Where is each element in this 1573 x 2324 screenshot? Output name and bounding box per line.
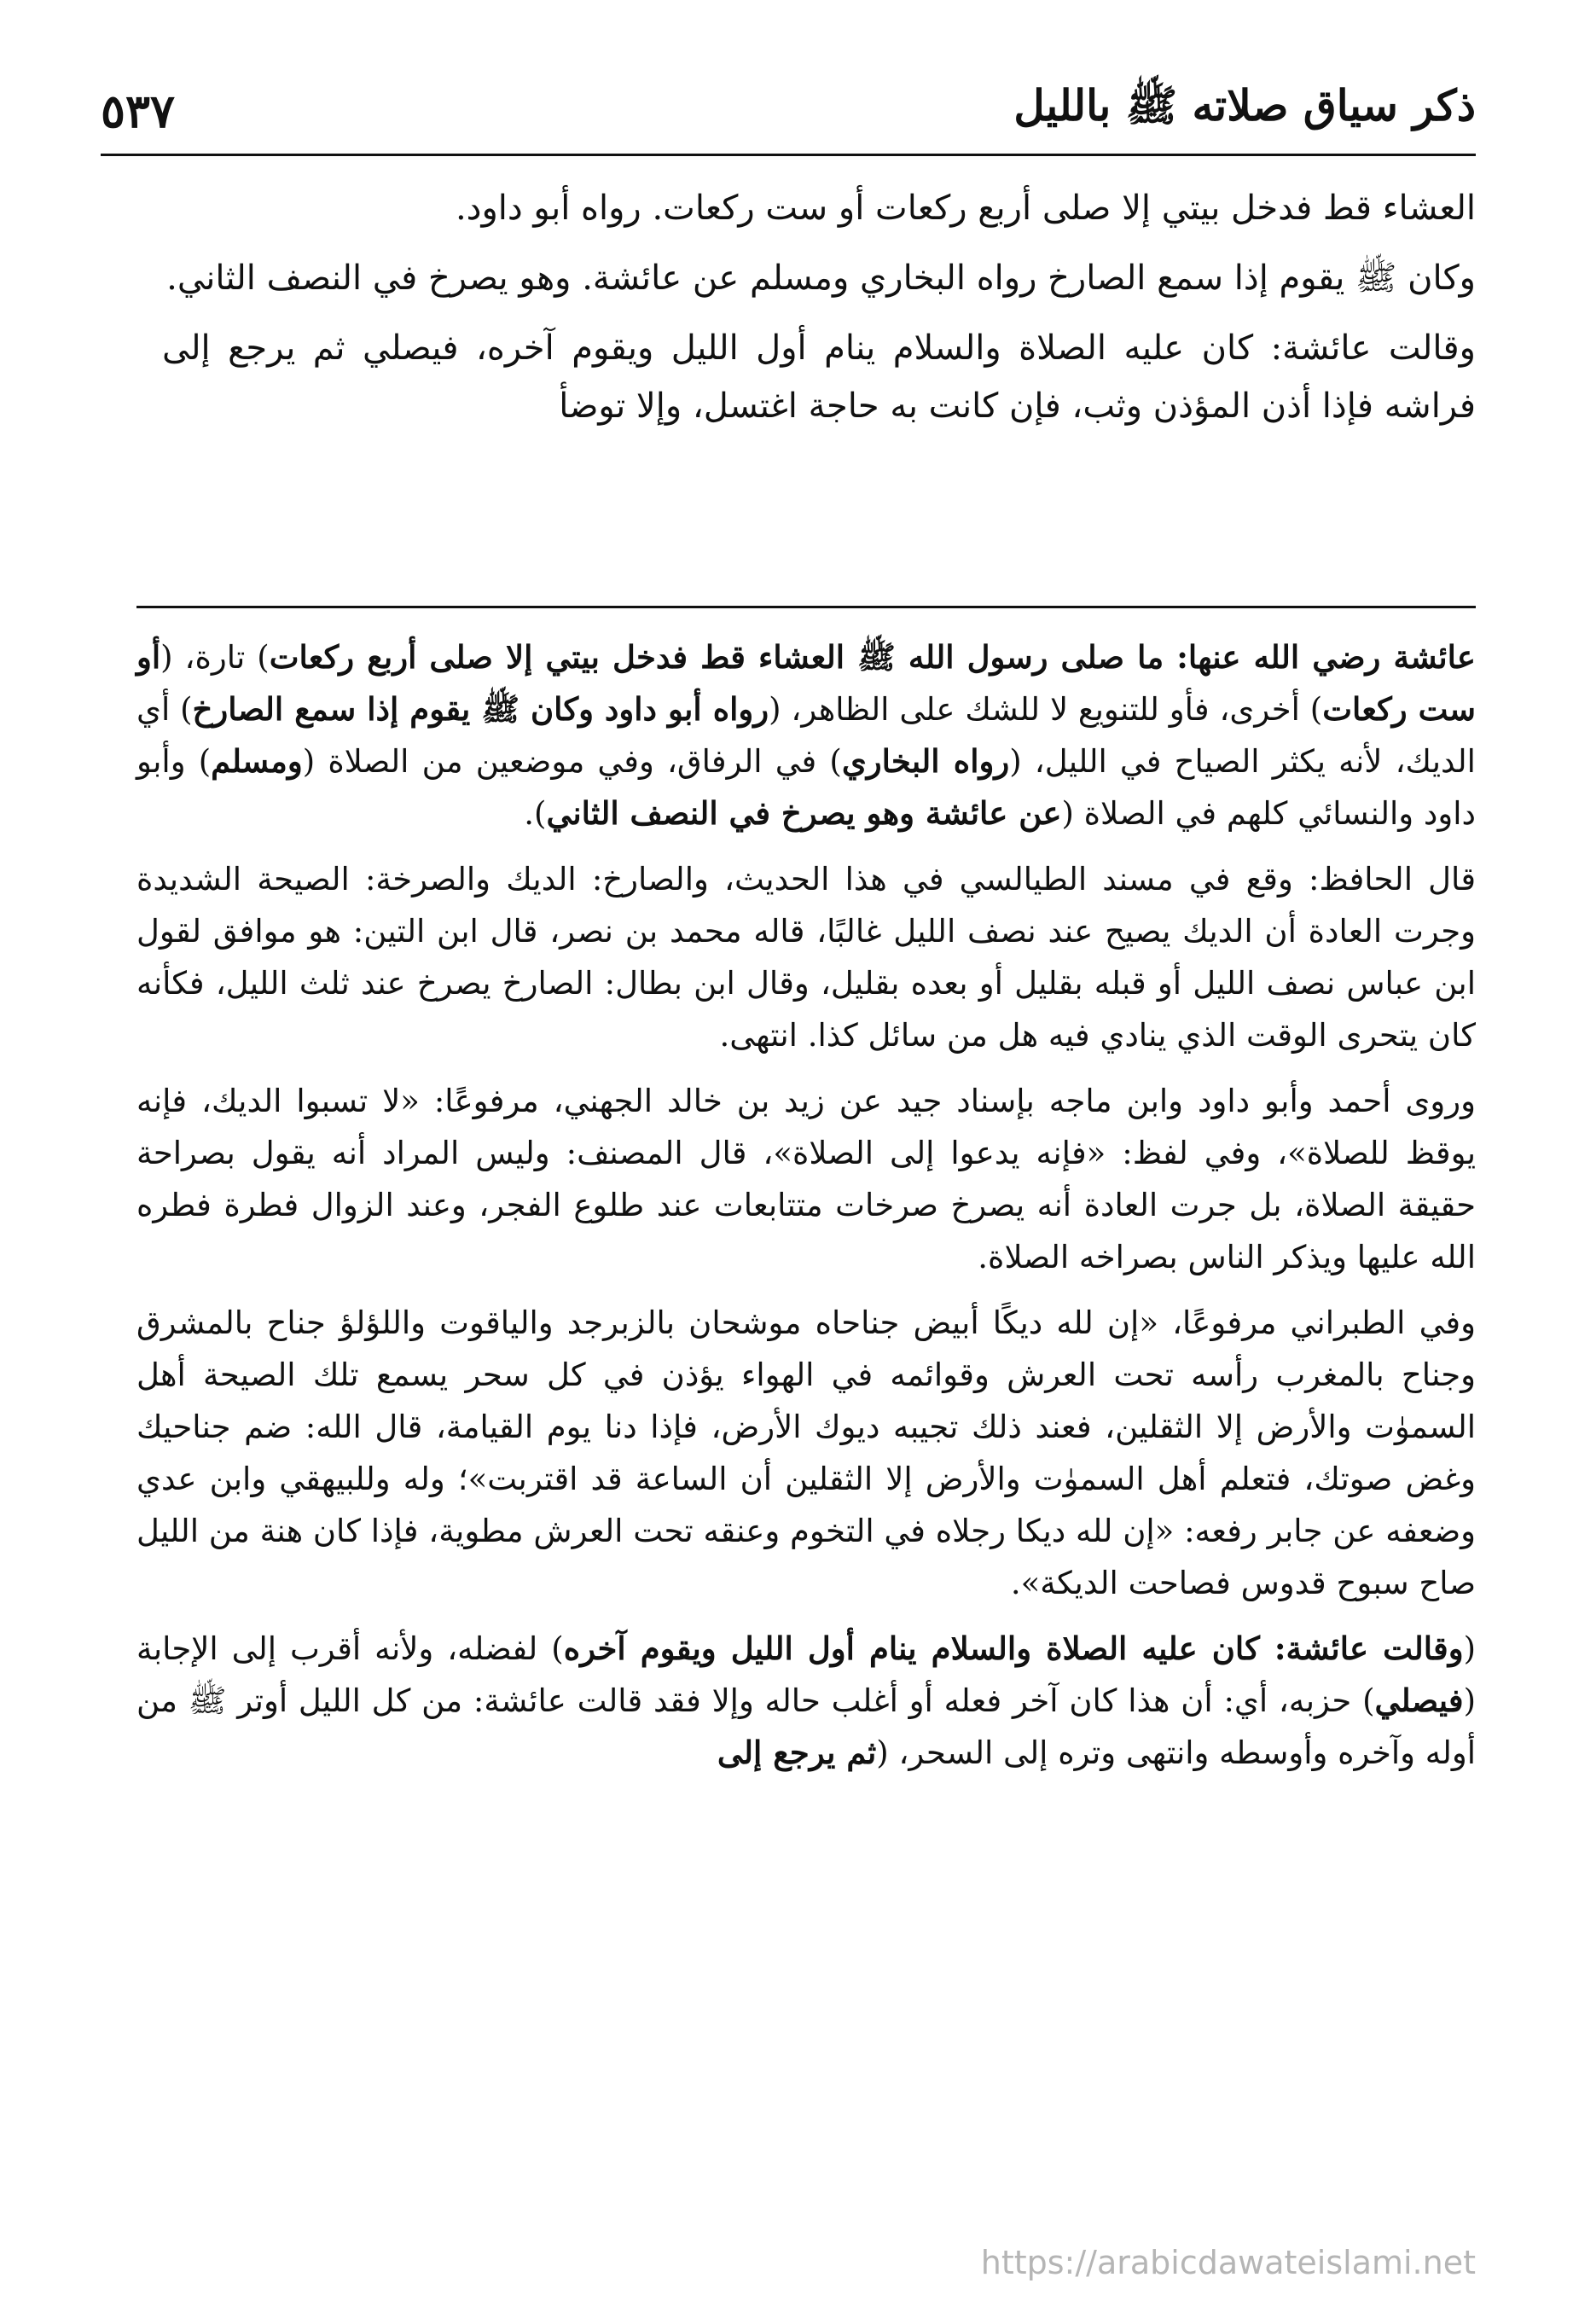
quoted-text: رواه البخاري bbox=[841, 742, 1010, 780]
quoted-text: رواه أبو داود وكان ﷺ يقوم إذا سمع الصارخ bbox=[192, 690, 769, 728]
quoted-text: عائشة رضي الله عنها: ما صلى رسول الله ﷺ العشاء قط فدخل بيتي إلا صلى أربع ركعات bbox=[269, 638, 1476, 676]
quoted-text: فيصلي bbox=[1374, 1682, 1464, 1719]
commentary-paragraph bbox=[136, 1623, 1476, 1779]
quoted-text: وقالت عائشة: كان عليه الصلاة والسلام ينام أول الليل ويقوم آخره bbox=[563, 1630, 1464, 1667]
commentary-text: ) أي الديك، لأنه يكثر الصياح في الليل، ( bbox=[136, 691, 1476, 780]
commentary-text: ) تارة، ( bbox=[160, 639, 270, 676]
main-text-paragraph: وقالت عائشة: كان عليه الصلاة والسلام ينام أول الليل ويقوم آخره، فيصلي ثم يرجع إلى فراشه فإذا أذن المؤذن وثب، فإن كانت به حاجة اغتسل، وإلا توضأ bbox=[162, 328, 1476, 426]
commentary-paragraph bbox=[136, 631, 1476, 840]
commentary-text: ) وأبو داود والنسائي كلهم في الصلاة ( bbox=[136, 743, 1476, 832]
quoted-text: ثم يرجع إلى bbox=[717, 1734, 877, 1771]
commentary-text: ( bbox=[1463, 1630, 1477, 1667]
main-text-paragraph: وكان ﷺ يقوم إذا سمع الصارخ رواه البخاري ومسلم عن عائشة. وهو يصرخ في النصف الثاني. bbox=[166, 259, 1476, 298]
commentary bbox=[136, 631, 1476, 1792]
commentary-paragraph: قال الحافظ: وقع في مسند الطيالسي في هذا الحديث، والصارخ: الديك والصرخة: الصيحة الشديدة وجرت العادة أن الديك يصيح عند نصف الليل غالبًا، قاله محمد بن نصر، قال ابن التين: هو موافق لقول ابن عباس نصف الليل أو قبله بقليل أو بعده بقليل، وقال ابن بطال: الصارخ يصرخ عند ثلث الليل، فكأنه كان يتحرى الوقت الذي ينادي فيه هل من سائل كذا. انتهى. bbox=[136, 861, 1476, 1054]
main-text-paragraph: العشاء قط فدخل بيتي إلا صلى أربع ركعات أو ست ركعات. رواه أبو داود. bbox=[455, 189, 1476, 228]
quoted-text: ومسلم bbox=[211, 742, 303, 780]
watermark-url: https://arabicdawateislami.net bbox=[980, 2244, 1476, 2281]
commentary-text: ) لفضله، ولأنه أقرب إلى الإجابة ( bbox=[136, 1630, 1476, 1719]
section-divider bbox=[136, 606, 1476, 608]
commentary-paragraph: وروى أحمد وأبو داود وابن ماجه بإسناد جيد عن زيد بن خالد الجهني، مرفوعًا: «لا تسبوا الديك، فإنه يوقظ للصلاة»، وفي لفظ: «فإنه يدعوا إلى الصلاة»، قال المصنف: وليس المراد أنه يقول بصراحة حقيقة الصلاة، بل جرت العادة أنه يصرخ صرخات متتابعات عند طلوع الفجر، وعند الزوال فطرة فطره الله عليها ويذكر الناس بصراخه الصلاة. bbox=[136, 1083, 1476, 1275]
quoted-text: أو ست ركعات bbox=[136, 638, 1476, 728]
commentary-text: ) في الرفاق، وفي موضعين من الصلاة ( bbox=[302, 743, 842, 780]
commentary-text: ). bbox=[524, 795, 547, 832]
page-header bbox=[101, 68, 1476, 156]
main-text bbox=[162, 179, 1476, 447]
page-number: ٥٣٧ bbox=[101, 84, 176, 138]
commentary-text: ) أخرى، فأو للتنويع لا للشك على الظاهر، ( bbox=[769, 691, 1323, 728]
commentary-paragraph: وفي الطبراني مرفوعًا، «إن لله ديكًا أبيض جناحاه موشحان بالزبرجد والياقوت واللؤلؤ جناح بالمشرق وجناح بالمغرب رأسه تحت العرش وقوائمه في الهواء يؤذن في كل سحر يسمع تلك الصيحة أهل السموٰت والأرض إلا الثقلين، فعند ذلك تجيبه ديوك الأرض، فإذا دنا يوم القيامة، قال الله: ضم جناحيك وغض صوتك، فتعلم أهل السموٰت والأرض إلا الثقلين أن الساعة قد اقتربت»؛ وله وللبيهقي وابن عدي وضعفه عن جابر رفعه: «إن لله ديكا رجلاه في التخوم وعنقه تحت العرش مطوية، فإذا كان هنة من الليل صاح سبوح قدوس فصاحت الديكة». bbox=[136, 1304, 1476, 1601]
running-title: ذكر سياق صلاته ﷺ بالليل bbox=[1013, 80, 1476, 131]
quoted-text: عن عائشة وهو يصرخ في النصف الثاني bbox=[546, 794, 1062, 832]
commentary-text: ) حزبه، أي: أن هذا كان آخر فعله أو أغلب حاله وإلا فقد قالت عائشة: من كل الليل أوتر ﷺ من أوله وآخره وأوسطه وانتهى وتره إلى السحر، ( bbox=[136, 1682, 1476, 1771]
